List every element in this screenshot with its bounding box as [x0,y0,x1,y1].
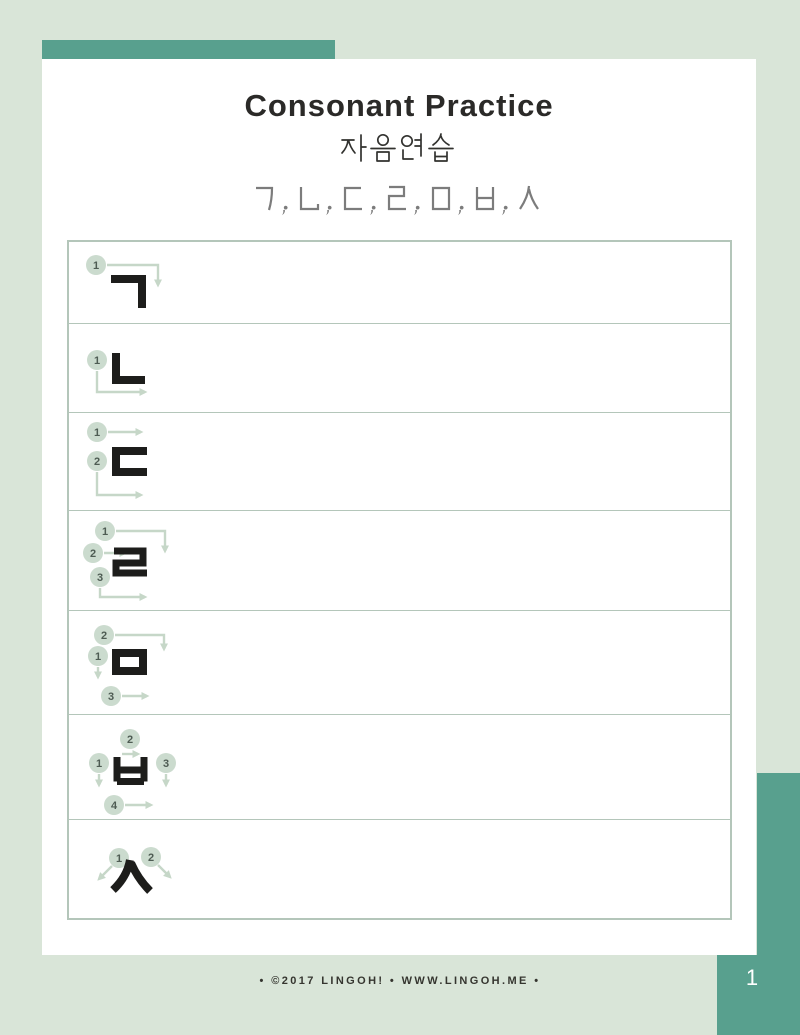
stroke-number: 3 [107,691,115,703]
practice-row-siot [69,819,730,918]
page-title: Consonant Practice [244,88,554,123]
stroke-number: 2 [126,734,134,746]
stroke-number: 2 [147,852,155,864]
worksheet-page [42,59,756,955]
stroke-number: 3 [162,758,170,770]
practice-row-rieul [69,510,730,610]
practice-table [67,240,732,920]
stroke-diagram-mieum [69,611,309,713]
stroke-number: 2 [89,548,97,560]
stroke-number: 1 [93,355,101,367]
stroke-number: 2 [93,456,101,468]
stroke-diagram-rieul [69,511,309,609]
stroke-number: 4 [110,800,118,812]
stroke-diagram-giyeok [69,242,309,321]
stroke-diagram-siot [69,820,309,917]
comma-separators [282,206,508,215]
stroke-number: 1 [101,526,109,538]
stroke-diagram-digeut [69,413,309,509]
stroke-diagram-nieun [69,324,309,411]
page-number: 1 [745,965,759,990]
practice-row-giyeok [69,242,730,323]
teal-header-tab [42,40,335,59]
stroke-number: 1 [92,260,100,272]
stroke-number: 2 [100,630,108,642]
consonant-list [255,182,543,218]
footer-credit: • ©2017 LINGOH! • WWW.LINGOH.ME • [259,975,541,987]
practice-row-mieum [69,610,730,714]
practice-row-digeut [69,412,730,510]
practice-row-bieup [69,714,730,819]
stroke-diagram-bieup [69,715,309,818]
stroke-number: 3 [96,572,104,584]
stroke-number: 1 [93,427,101,439]
stroke-number: 1 [95,758,103,770]
korean-subtitle [341,132,457,166]
practice-row-nieun [69,323,730,412]
stroke-number: 1 [115,853,123,865]
stroke-number: 1 [94,651,102,663]
